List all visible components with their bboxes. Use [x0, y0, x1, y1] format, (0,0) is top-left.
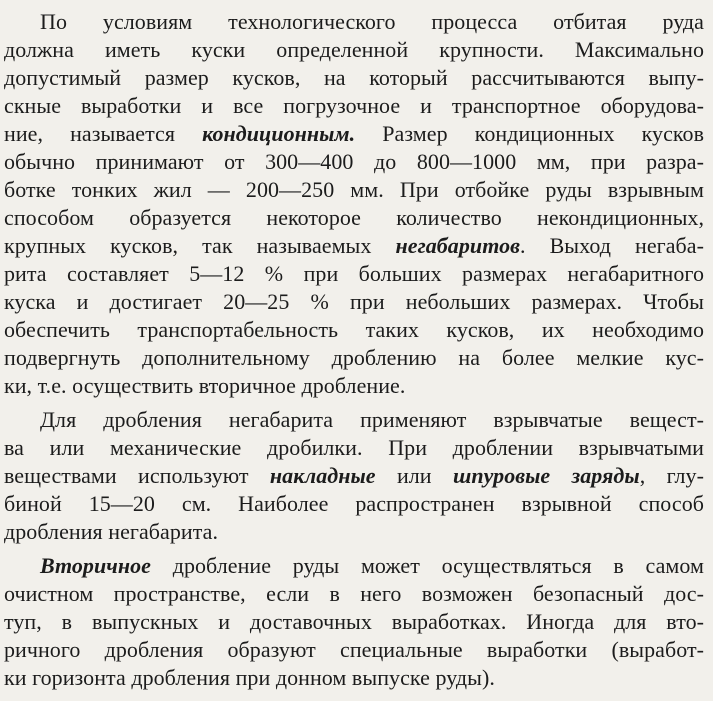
text-line [4, 232, 704, 260]
text-line [4, 462, 704, 490]
text-line: скные выработки и все погрузочное и транспортное оборудова- [4, 93, 704, 118]
text-line: По условиям технологического процесса отбитая руда [40, 9, 704, 34]
text-run: или [375, 463, 453, 488]
term-secondary: Вторичное [40, 553, 151, 578]
text-line: куска и достигает 20—25 % при небольших размерах. Чтобы [4, 289, 704, 314]
text-run: , глу- [639, 463, 704, 488]
text-line: ва или механические дробилки. При дроблении взрывчатыми [4, 435, 704, 460]
term-oversize: негабаритов [395, 233, 520, 258]
term-borehole-charges: шпуровые заряды [452, 463, 640, 488]
text-run: крупных кусков, так называемых [4, 233, 396, 258]
text-line [40, 552, 704, 580]
term-surface-charges: накладные [269, 463, 376, 488]
text-run: ние, называется [4, 121, 203, 146]
text-line: допустимый размер кусков, на который рассчитываются выпу- [4, 65, 704, 90]
text-line: ричного дробления образуют специальные выработки (выработ- [4, 637, 704, 662]
text-line: ки, т.е. осуществить вторичное дробление. [4, 373, 406, 398]
text-line [4, 120, 704, 148]
text-line: рита составляет 5—12 % при больших размерах негабаритного [4, 261, 704, 286]
text-line: дробления негабарита. [4, 519, 219, 544]
text-line: очистном пространстве, если в него возможен безопасный дос- [4, 581, 704, 606]
text-line: обеспечить транспортабельность таких кусков, их необходимо [4, 317, 704, 342]
text-run: Размер кондиционных кусков [355, 121, 705, 146]
text-line: должна иметь куски определенной крупности. Максимально [4, 37, 704, 62]
text-line: ботке тонких жил — 200—250 мм. При отбойке руды взрывным [4, 177, 704, 202]
text-line: биной 15—20 см. Наиболее распространен взрывной способ [4, 491, 704, 516]
text-line: подвергнуть дополнительному дроблению на более мелкие кус- [4, 345, 704, 370]
text-run: . Выход негаба- [520, 233, 704, 258]
term-conditional: кондиционным. [202, 121, 356, 146]
text-line: ки горизонта дробления при донном выпуске руды). [4, 665, 495, 690]
text-run: дробление руды может осуществляться в самом [150, 553, 704, 578]
text-line: способом образуется некоторое количество некондиционных, [4, 205, 704, 230]
text-line: обычно принимают от 300—400 до 800—1000 мм, при разра- [4, 149, 704, 174]
text-line: Для дробления негабарита применяют взрывчатые вещест- [40, 407, 704, 432]
text-line: туп, в выпускных и доставочных выработках. Иногда для вто- [4, 609, 704, 634]
text-run: веществами используют [4, 463, 270, 488]
